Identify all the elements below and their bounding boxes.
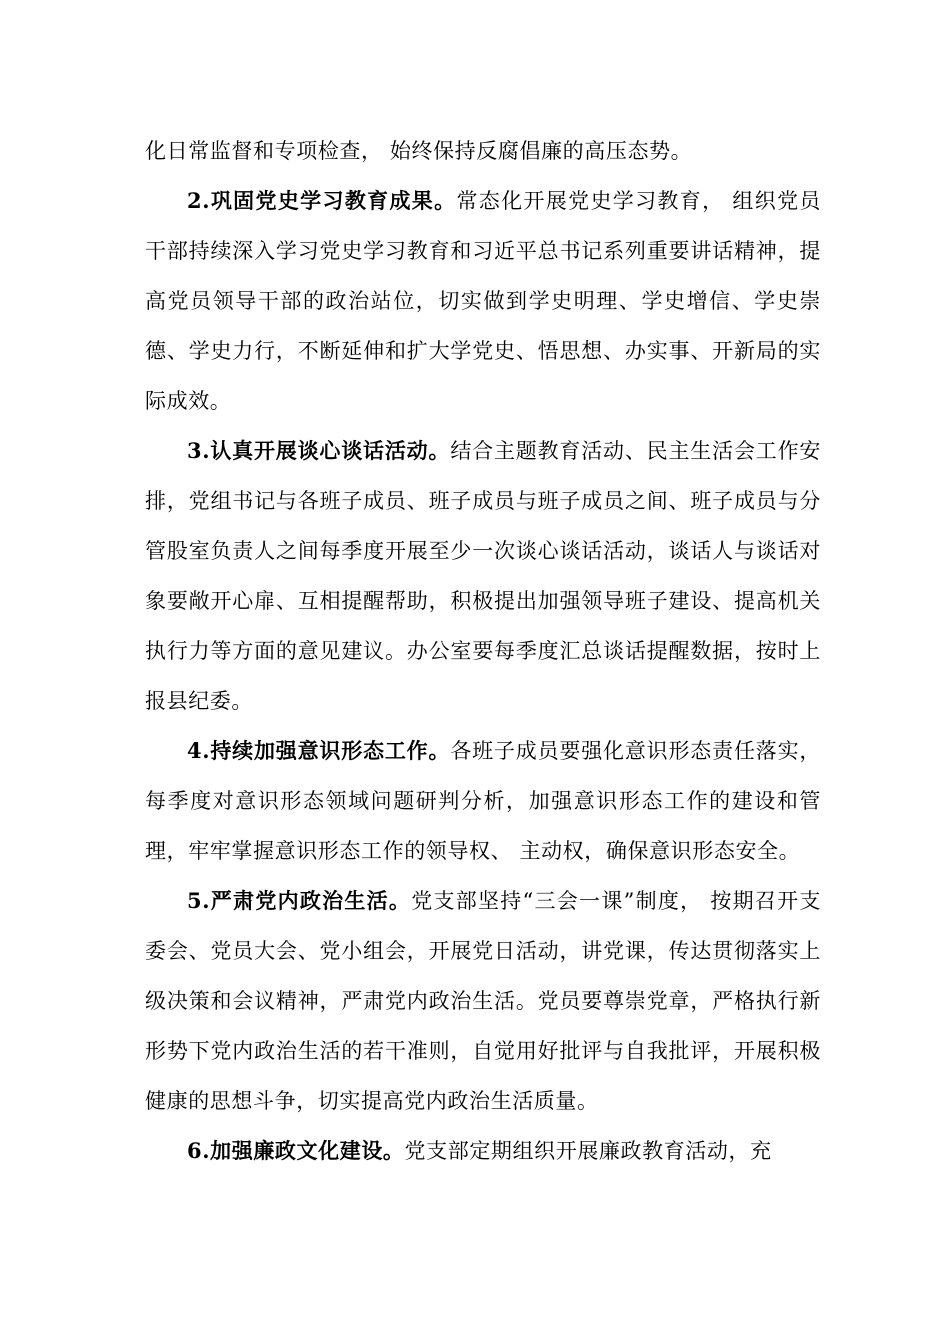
paragraph-text: 各班子成员要强化意识形态责任落实，每季度对意识形态领域问题研判分析，加强意识形态工作的建设和管理，牢牢掌握意识形态工作的领导权、 主动权，确保意识形态安全。	[145, 739, 821, 863]
paragraph-item-4	[145, 726, 821, 876]
paragraph-heading: 5.严肃党内政治生活。	[187, 888, 412, 913]
paragraph-item-5	[145, 876, 821, 1126]
paragraph-heading: 3.认真开展谈心谈话活动。	[187, 438, 451, 463]
paragraph-heading: 4.持续加强意识形态工作。	[187, 738, 451, 763]
paragraph-heading: 2.巩固党史学习教育成果。	[187, 188, 457, 213]
paragraph-continuation	[145, 126, 821, 176]
paragraph-text: 化日常监督和专项检查， 始终保持反腐倡廉的高压态势。	[145, 139, 693, 163]
document-page	[145, 126, 821, 1176]
paragraph-item-6	[145, 1126, 821, 1176]
paragraph-item-3	[145, 426, 821, 726]
paragraph-heading: 6.加强廉政文化建设。	[187, 1138, 405, 1163]
paragraph-text: 常态化开展党史学习教育， 组织党员干部持续深入学习党史学习教育和习近平总书记系列重要讲话精神，提高党员领导干部的政治站位，切实做到学史明理、学史增信、学史崇德、学史力行，不断延伸和扩大学党史、悟思想、办实事、开新局的实际成效。	[145, 189, 821, 413]
paragraph-item-2	[145, 176, 821, 426]
paragraph-text: 党支部定期组织开展廉政教育活动，充	[404, 1139, 772, 1163]
paragraph-text: 党支部坚持“三会一课”制度， 按期召开支委会、党员大会、党小组会，开展党日活动，讲党课，传达贯彻落实上级决策和会议精神，严肃党内政治生活。党员要尊崇党章，严格执行新形势下党内政治生活的若干准则，自觉用好批评与自我批评，开展积极健康的思想斗争，切实提高党内政治生活质量。	[145, 889, 821, 1113]
paragraph-text: 结合主题教育活动、民主生活会工作安排，党组书记与各班子成员、班子成员与班子成员之间、班子成员与分管股室负责人之间每季度开展至少一次谈心谈话活动，谈话人与谈话对象要敞开心扉、互相提醒帮助，积极提出加强领导班子建设、提高机关执行力等方面的意见建议。办公室要每季度汇总谈话提醒数据，按时上报县纪委。	[145, 439, 821, 713]
